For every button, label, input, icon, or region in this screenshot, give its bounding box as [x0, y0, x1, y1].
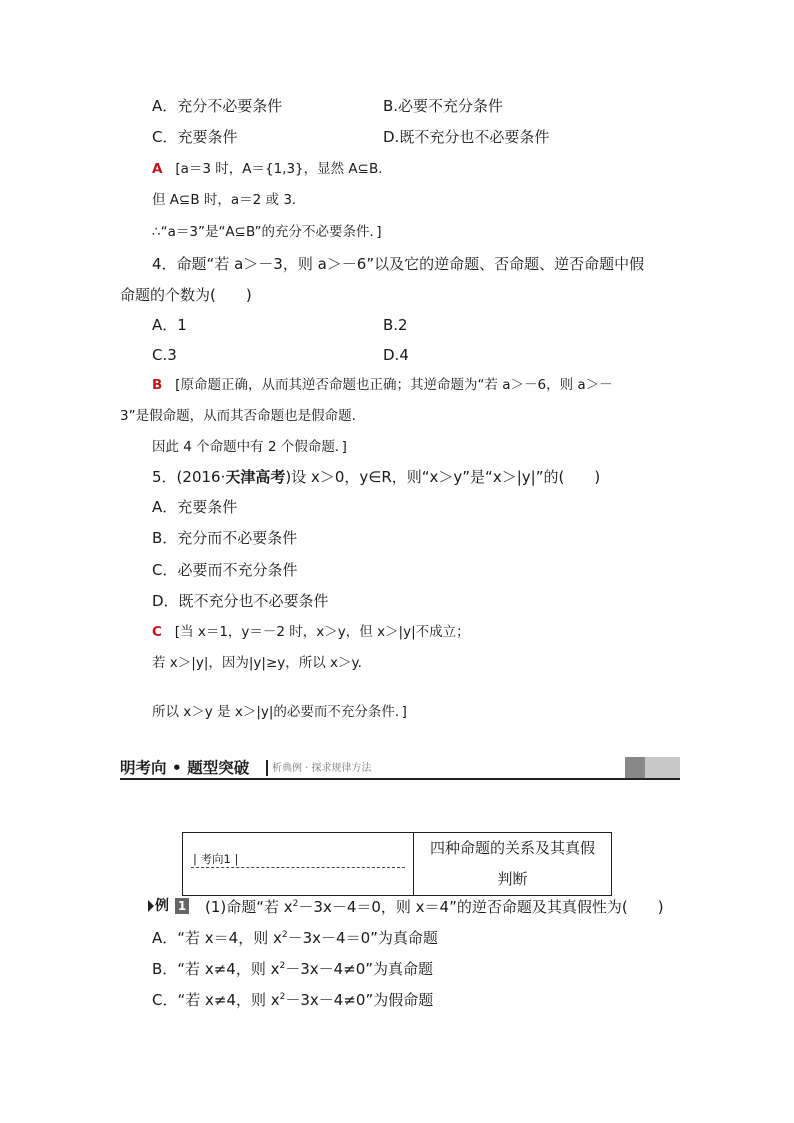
example-stem-sup: 2	[292, 899, 299, 909]
section-bar-light-block	[645, 757, 680, 778]
example-option-b-part1: B．“若 x≠4，则 x	[152, 960, 280, 978]
example-stem-a: (1)命题“若 x	[205, 898, 293, 916]
q3-option-d: D.既不充分也不必要条件	[383, 128, 550, 146]
q4-answer	[152, 375, 613, 395]
section-header	[120, 757, 680, 779]
example-option-b-part2: －3x－4≠0”为真命题	[285, 960, 434, 978]
q4-option-b: B.2	[383, 316, 408, 334]
example-option-c-sup: 2	[279, 992, 286, 1002]
q4-answer-letter: B	[152, 377, 163, 393]
triangle-icon	[148, 900, 154, 912]
q3-answer-letter: A	[152, 161, 163, 177]
kaoxiang-dashed-line	[191, 867, 405, 868]
q5-answer-line2: 若 x＞|y|，因为|y|≥y，所以 x＞y.	[152, 655, 362, 671]
q4-answer-line2: 3”是假命题，从而其否命题也是假命题．	[120, 408, 366, 424]
q5-answer	[152, 622, 470, 642]
section-divider	[266, 760, 268, 776]
kaoxiang-topic-line1: 四种命题的关系及其真假	[429, 839, 595, 857]
q5-stem-rest: )设 x＞0，y∈R，则“x＞y”是“x＞|y|”的( )	[285, 468, 601, 486]
q3-option-a: A．充分不必要条件	[152, 97, 283, 115]
example-option-a-part1: A．“若 x＝4，则 x	[152, 929, 282, 947]
kaoxiang-topic-line2: 判断	[497, 870, 528, 888]
q4-option-c: C.3	[152, 346, 177, 364]
q5-option-c: C．必要而不充分条件	[152, 561, 298, 579]
section-title: 明考向 • 题型突破	[120, 759, 250, 777]
q3-answer-line3: ∴“a＝3”是“A⊆B”的充分不必要条件．]	[152, 224, 382, 240]
example-option-c-part1: C．“若 x≠4，则 x	[152, 991, 280, 1009]
q5-option-d: D．既不充分也不必要条件	[152, 592, 329, 610]
q5-answer-line1: [当 x＝1，y＝－2 时，x＞y，但 x＞|y|不成立；	[174, 624, 470, 640]
q5-option-b: B．充分而不必要条件	[152, 529, 298, 547]
q4-answer-line3: 因此 4 个命题中有 2 个假命题．]	[152, 439, 347, 455]
q3-answer-line2: 但 A⊆B 时，a＝2 或 3.	[152, 192, 297, 208]
example-tag-word: 例	[155, 898, 169, 914]
q5-stem	[152, 467, 600, 487]
q5-stem-prefix: 5．(2016·	[152, 468, 226, 486]
section-bar-dark-block	[625, 757, 645, 778]
example-option-a	[152, 928, 438, 948]
q5-option-a: A．充要条件	[152, 498, 238, 516]
example-option-c	[152, 990, 433, 1010]
section-underline	[120, 778, 680, 780]
example-stem	[205, 897, 664, 917]
example-tag-number: 1	[175, 898, 189, 914]
q5-answer-line3: 所以 x＞y 是 x＞|y|的必要而不充分条件．]	[152, 704, 407, 720]
example-option-a-part2: －3x－4＝0”为真命题	[287, 929, 438, 947]
example-option-a-sup: 2	[281, 930, 288, 940]
example-option-c-part2: －3x－4≠0”为假命题	[285, 991, 434, 1009]
section-subtitle: 析典例 · 探求规律方法	[272, 763, 372, 774]
kaoxiang-topic	[414, 833, 611, 895]
example-option-b	[152, 959, 433, 979]
q4-option-d: D.4	[383, 346, 409, 364]
q3-option-c: C．充要条件	[152, 128, 238, 146]
kaoxiang-label: | 考向1 |	[193, 852, 239, 866]
q3-answer-line1: [a＝3 时，A＝{1,3}，显然 A⊆B.	[175, 161, 383, 177]
q4-stem-line1: 4．命题“若 a＞－3，则 a＞－6”以及它的逆命题、否命题、逆否命题中假	[152, 255, 645, 273]
q4-stem-line2: 命题的个数为( )	[120, 286, 252, 304]
q5-answer-letter: C	[152, 624, 162, 640]
example-stem-b: －3x－4＝0，则 x＝4”的逆否命题及其真假性为( )	[298, 898, 664, 916]
kaoxiang-box	[182, 832, 612, 896]
q5-stem-source: 天津高考	[225, 468, 286, 486]
q3-answer	[152, 159, 383, 179]
q3-option-b: B.必要不充分条件	[383, 97, 504, 115]
q4-option-a: A．1	[152, 316, 187, 334]
example-option-b-sup: 2	[279, 961, 286, 971]
q4-answer-line1: [原命题正确，从而其逆否命题也正确；其逆命题为“若 a＞－6，则 a＞－	[175, 377, 613, 393]
